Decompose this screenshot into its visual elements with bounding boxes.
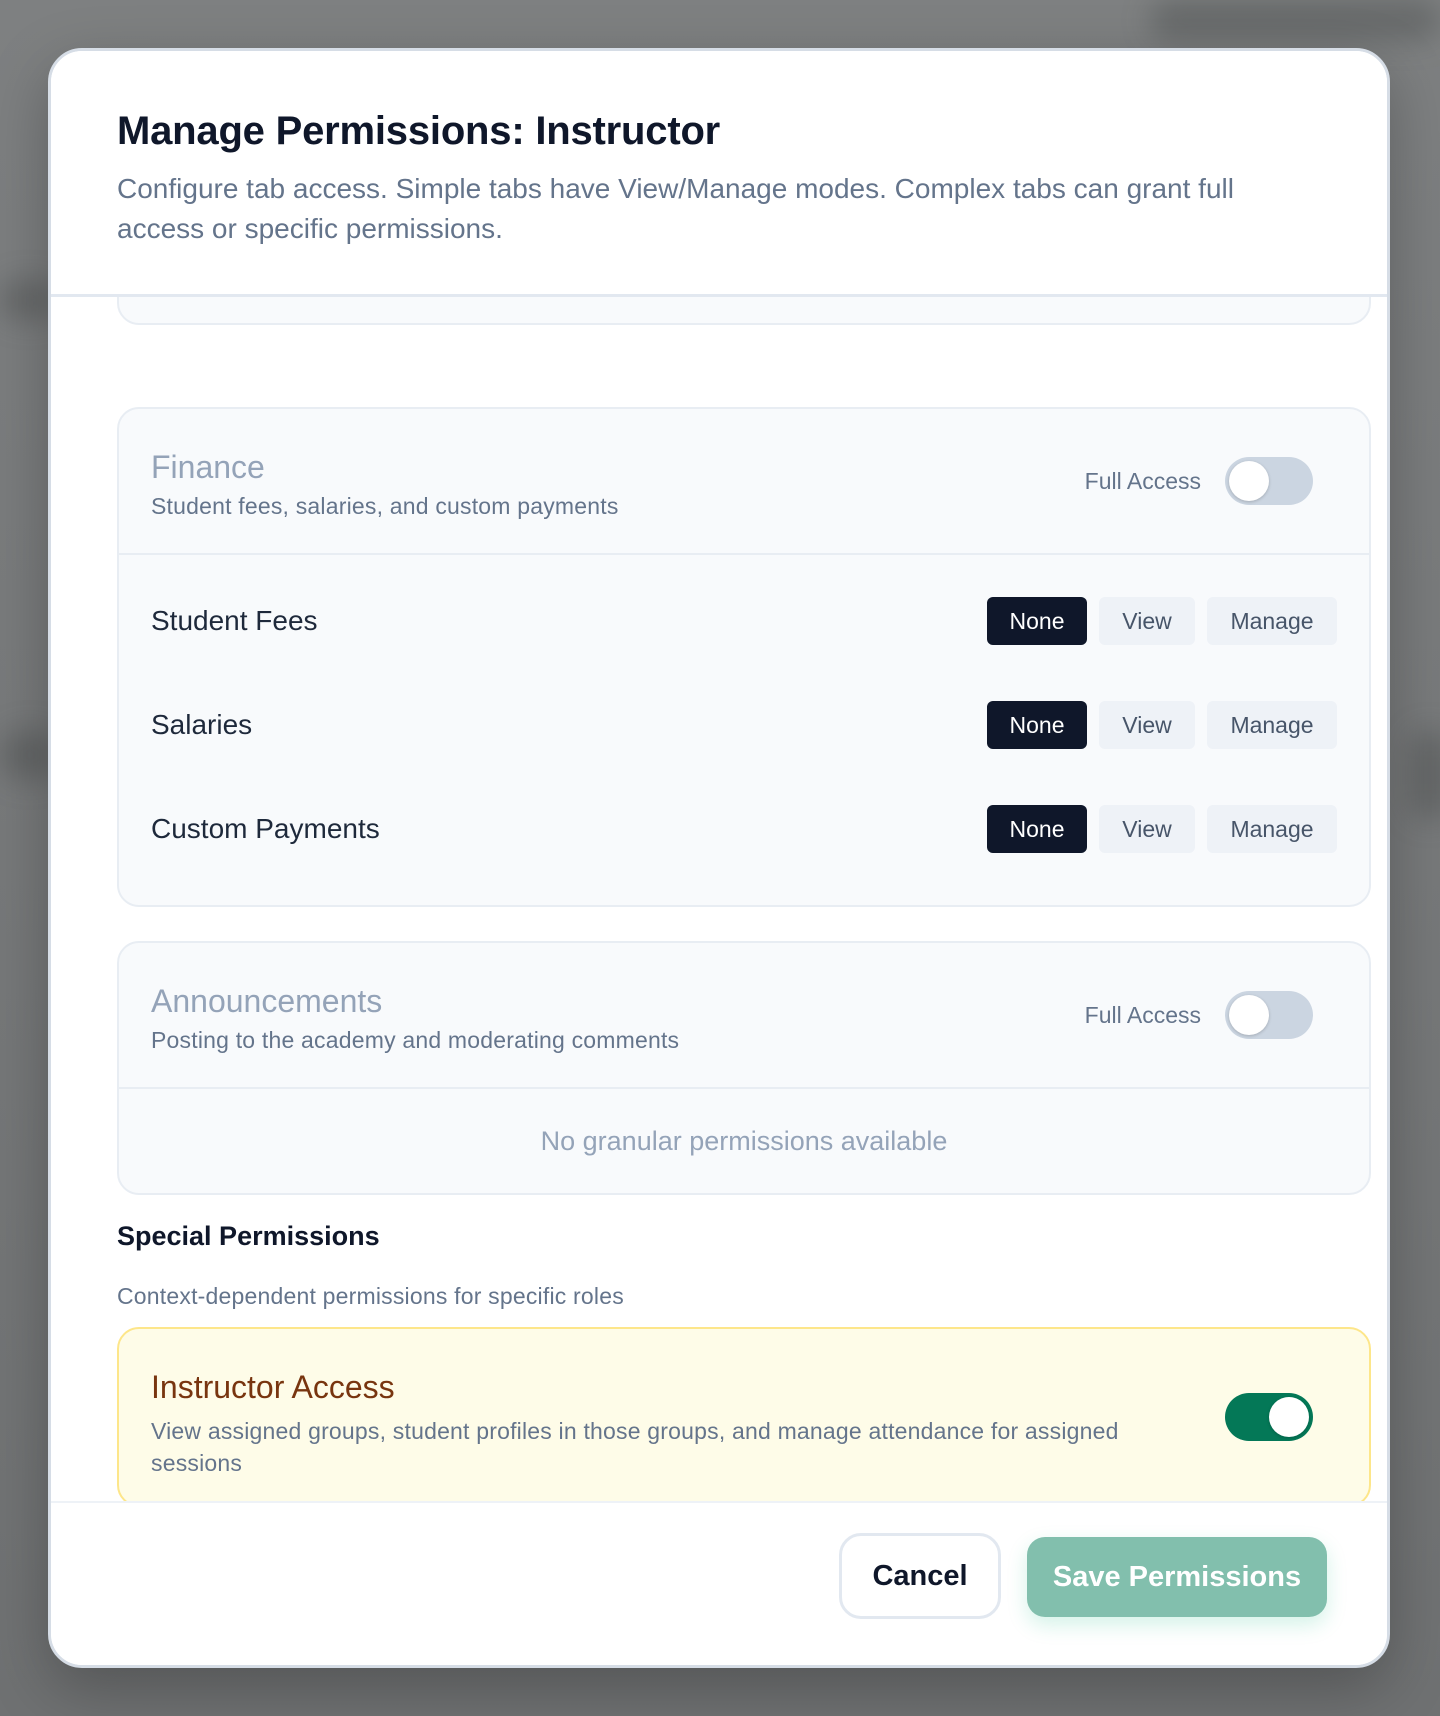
toggle-knob (1269, 1397, 1309, 1437)
level-manage-button[interactable]: Manage (1207, 701, 1337, 749)
section-title: Finance (151, 449, 265, 485)
dialog-description: Configure tab access. Simple tabs have View/Manage modes. Complex tabs can grant full access or specific permissions. (117, 173, 1234, 244)
special-permission-title: Instructor Access (151, 1369, 395, 1405)
special-permissions-description: Context-dependent permissions for specific roles (117, 1283, 624, 1309)
level-none-button[interactable]: None (987, 597, 1087, 645)
full-access-control (1085, 457, 1313, 505)
permission-row-salaries (119, 673, 1369, 777)
save-permissions-button[interactable]: Save Permissions (1027, 1537, 1327, 1617)
special-permission-instructor-access (117, 1327, 1371, 1507)
dialog-body[interactable] (51, 297, 1387, 1501)
toggle-knob (1229, 461, 1269, 501)
section-subtitle: Posting to the academy and moderating comments (151, 1027, 680, 1053)
section-header (119, 409, 1369, 555)
full-access-control (1085, 991, 1313, 1039)
permission-label: Salaries (151, 709, 253, 740)
level-view-button[interactable]: View (1099, 701, 1195, 749)
full-access-label: Full Access (1084, 467, 1201, 494)
permission-level-selector (987, 701, 1337, 749)
section-header (119, 943, 1369, 1089)
toggle-knob (1229, 995, 1269, 1035)
full-access-toggle-finance[interactable] (1225, 457, 1313, 505)
level-none-button[interactable]: None (987, 701, 1087, 749)
permission-row-custom-payments (119, 777, 1369, 881)
permission-level-selector (987, 597, 1337, 645)
permission-level-selector (987, 805, 1337, 853)
level-manage-button[interactable]: Manage (1207, 805, 1337, 853)
permissions-dialog (48, 48, 1390, 1668)
full-access-toggle-announcements[interactable] (1225, 991, 1313, 1039)
dialog-header (51, 51, 1387, 297)
section-subtitle: Student fees, salaries, and custom payments (151, 493, 619, 519)
level-view-button[interactable]: View (1099, 805, 1195, 853)
instructor-access-toggle[interactable] (1225, 1393, 1313, 1441)
level-manage-button[interactable]: Manage (1207, 597, 1337, 645)
section-announcements (117, 941, 1371, 1195)
level-none-button[interactable]: None (987, 805, 1087, 853)
level-view-button[interactable]: View (1099, 597, 1195, 645)
previous-section-card (117, 297, 1371, 325)
special-permission-description: View assigned groups, student profiles in those groups, and manage attendance for assigned sessions (151, 1418, 1119, 1476)
section-finance (117, 407, 1371, 907)
permission-label: Custom Payments (151, 813, 380, 844)
permission-row-student-fees (119, 569, 1369, 673)
permission-label: Student Fees (151, 605, 318, 636)
empty-permissions-text: No granular permissions available (540, 1125, 948, 1156)
dialog-footer (51, 1501, 1387, 1665)
dialog-title: Manage Permissions: Instructor (117, 109, 721, 153)
special-permissions-heading: Special Permissions (117, 1221, 380, 1251)
cancel-button[interactable]: Cancel (839, 1533, 1001, 1619)
full-access-label: Full Access (1084, 1001, 1201, 1028)
section-title: Announcements (151, 983, 383, 1019)
